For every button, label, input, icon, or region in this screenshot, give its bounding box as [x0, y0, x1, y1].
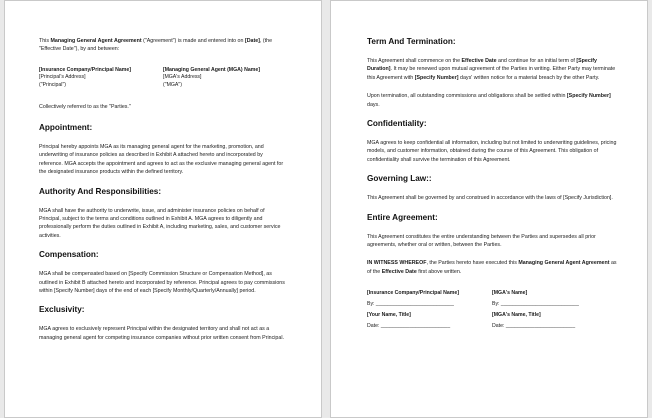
- section-title-entire-agreement: Entire Agreement:: [367, 212, 438, 222]
- principal-party: [39, 67, 163, 90]
- mga-alias: ("MGA"): [163, 82, 182, 88]
- section-body-exclusivity: MGA agrees to exclusively represent Principal within the designated territory and shall not act as a managing general agent for competing insurance companies without prior written consent from Principal.: [39, 326, 284, 341]
- agreement-name: Managing General Agent Agreement: [50, 38, 142, 44]
- section-body-authority: MGA shall have the authority to underwrite, issue, and administer insurance policies on behalf of Principal, subject to the terms and conditions outlined in Exhibit A. MGA agrees to diligently and professionally perform the duties outlined in Exhibit A, including marketing, sales, and customer service activities.: [39, 207, 281, 239]
- section-title-compensation: Compensation:: [39, 250, 99, 260]
- mga-signature-title: [MGA's Name, Title]: [492, 312, 541, 319]
- section-title-exclusivity: Exclusivity:: [39, 305, 85, 315]
- agreement-date: [Date]: [244, 38, 260, 44]
- document-page-1: [4, 0, 322, 418]
- intro-paragraph: This Managing General Agent Agreement ("Agreement") is made and entered into on [Date], (the "Effective Date"), by and between:: [39, 38, 273, 53]
- mga-signature: [492, 288, 617, 332]
- mga-signature-date: Date: ________________________: [492, 323, 576, 330]
- principal-name: [Insurance Company/Principal Name]: [39, 66, 131, 73]
- section-body-appointment: Principal hereby appoints MGA as its managing general agent for the marketing, promotion, and underwriting of insurance policies as described in Exhibit A attached hereto and incorporated by reference. MGA accepts the appointment and agrees to act as the exclusive managing general agent for the designated insurance products within the defined territory.: [39, 144, 284, 176]
- mga-address: [MGA's Address]: [163, 74, 202, 81]
- witness-clause: IN WITNESS WHEREOF, the Parties hereto have executed this Managing General Agent Agreement as of the Effective Date first above written.: [367, 260, 617, 275]
- principal-signature-date: Date: ________________________: [367, 323, 451, 330]
- document-page-2: [330, 0, 648, 418]
- section-title-confidentiality: Confidentiality:: [367, 119, 427, 129]
- term-paragraph-2: Upon termination, all outstanding commissions and obligations shall be settled within [Specify Number] days.: [367, 93, 611, 108]
- collective-note: Collectively referred to as the "Parties.": [39, 103, 131, 110]
- mga-signature-by: By: ___________________________: [492, 301, 579, 308]
- principal-signature-title: [Your Name, Title]: [367, 312, 411, 319]
- section-body-governing-law: This Agreement shall be governed by and construed in accordance with the laws of [Specify Jurisdiction].: [367, 195, 613, 202]
- principal-address: [Principal's Address]: [39, 74, 86, 81]
- mga-signature-name: [MGA's Name]: [492, 290, 528, 297]
- section-title-term: Term And Termination:: [367, 37, 456, 46]
- signature-block: [367, 288, 617, 332]
- principal-alias: ("Principal"): [39, 82, 67, 88]
- principal-signature: [367, 288, 492, 332]
- section-body-entire-agreement: This Agreement constitutes the entire understanding between the Parties and supersedes all prior agreements, whether oral or written, between the Parties.: [367, 233, 596, 249]
- principal-signature-by: By: ___________________________: [367, 301, 454, 308]
- section-body-compensation: MGA shall be compensated based on [Specify Commission Structure or Compensation Method], as outlined in Exhibit B attached hereto and incorporated by reference. Principal agrees to pay commissions within [Specify Number] days of the end of each [Specify Monthly/Quarterly/Annually] period.: [39, 271, 285, 295]
- parties-block: [39, 67, 287, 90]
- mga-party: [163, 67, 287, 90]
- mga-name: [Managing General Agent (MGA) Name]: [163, 66, 260, 73]
- section-title-governing-law: Governing Law::: [367, 174, 432, 184]
- term-paragraph-1: This Agreement shall commence on the Effective Date and continue for an initial term of [Specify Duration]. It may be renewed upon mutual agreement of the Parties in writing. Either Party may terminate this Agreement with [Specify Number] days' written notice for a material breach by the other Party.: [367, 58, 616, 81]
- section-body-confidentiality: MGA agrees to keep confidential all information, including but not limited to underwriting guidelines, pricing models, and customer information, obtained during the course of this Agreement. This obligation of confidentiality shall survive the termination of this Agreement.: [367, 140, 617, 163]
- section-title-appointment: Appointment:: [39, 123, 93, 132]
- principal-signature-name: [Insurance Company/Principal Name]: [367, 290, 459, 297]
- section-title-authority: Authority And Responsibilities:: [39, 186, 162, 196]
